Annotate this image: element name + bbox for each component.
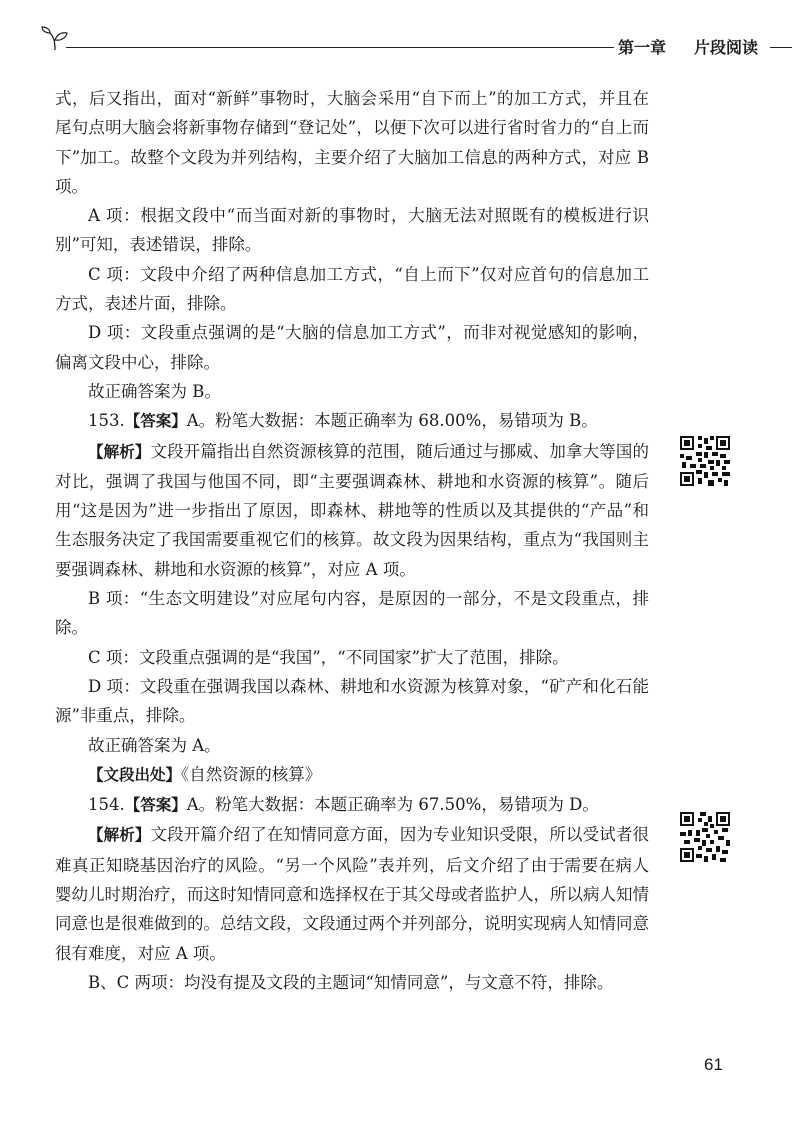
q153-option-d: D 项：文段重在强调我国以森林、耕地和水资源为核算对象，“矿产和化石能源”非重点，排除。 [55,676,649,726]
option-d-explanation: D 项：文段重点强调的是“大脑的信息加工方式”，而非对视觉感知的影响，偏离文段中心，排除。 [55,323,649,372]
analysis-label: 【解析】 [88,826,151,845]
q154-option-bc: B、C 两项：均没有提及文段的主题词“知情同意”，与文意不符，排除。 [88,972,614,992]
analysis-label: 【解析】 [88,442,151,461]
q154-number: 154. [88,795,125,815]
q153-answer [55,406,649,436]
q154-analysis [55,820,649,967]
conclusion-152: 故正确答案为 B。 [88,381,221,401]
q153-analysis [55,437,649,584]
section-title: 片段阅读 [694,38,759,57]
q153-option-b: B 项：“生态文明建设”对应尾句内容，是原因的一部分，不是文段重点，排除。 [55,589,649,638]
q153-source [55,760,649,790]
page-number: 61 [704,1055,723,1074]
answer-label: 【答案】 [124,796,187,815]
q153-number: 153. [88,411,125,431]
answer-label: 【答案】 [124,412,187,431]
q153-conclusion: 故正确答案为 A。 [88,735,221,755]
page-content [55,84,649,997]
option-c-explanation: C 项：文段中介绍了两种信息加工方式，“自上而下”仅对应首句的信息加工方式，表述片面，排除。 [55,264,649,314]
page-header [36,22,776,58]
source-text: 《自然资源的核算》 [181,764,322,784]
header-rule-left [66,47,614,48]
q154-answer [55,790,649,820]
q153-option-c: C 项：文段重点强调的是“我国”，“不同国家”扩大了范围，排除。 [88,647,569,667]
qr-code-icon[interactable] [680,812,730,862]
option-a-explanation: A 项：根据文段中“而当面对新的事物时，大脑无法对照既有的模板进行识别”可知，表述错误，排除。 [55,206,649,255]
q154-analysis-text: 文段开篇介绍了在知情同意方面，因为专业知识受限，所以受试者很难真正知晓基因治疗的风险。“另一个风险”表并列，后文介绍了由于需要在病人婴幼儿时期治疗，而这时知情同意和选择权在于其父母或者监护人，所以病人知情同意也是很难做到的。总结文段，文段通过两个并列部分，说明实现病人知情同意很有难度，对应 A 项。 [55,825,649,963]
source-label: 【文段出处】 [88,765,182,784]
chapter-title: 第一章 [618,38,667,57]
leaf-icon [40,24,70,54]
q154-answer-text: A。粉笔大数据：本题正确率为 67.50%，易错项为 D。 [186,795,599,815]
q153-answer-text: A。粉笔大数据：本题正确率为 68.00%，易错项为 B。 [186,411,598,431]
q153-analysis-text: 文段开篇指出自然资源核算的范围，随后通过与挪威、加拿大等国的对比，强调了我国与他国不同，即“主要强调森林、耕地和水资源的核算”。随后用“这是因为”进一步指出了原因，即森林、耕地等的性质以及其提供的“产品”和生态服务决定了我国需要重视它们的核算。故文段为因果结构，重点为“我国则主要强调森林、耕地和水资源的核算”，对应 A 项。 [55,441,649,579]
qr-code-icon[interactable] [680,436,730,486]
paragraph-continued: 式，后又指出，面对“新鲜”事物时，大脑会采用“自下而上”的加工方式，并且在尾句点明大脑会将新事物存储到“登记处”，以便下次可以进行省时省力的“自上而下”加工。故整个文段为并列结构，主要介绍了大脑加工信息的两种方式，对应 B 项。 [55,89,649,196]
header-rule-right [770,47,792,48]
